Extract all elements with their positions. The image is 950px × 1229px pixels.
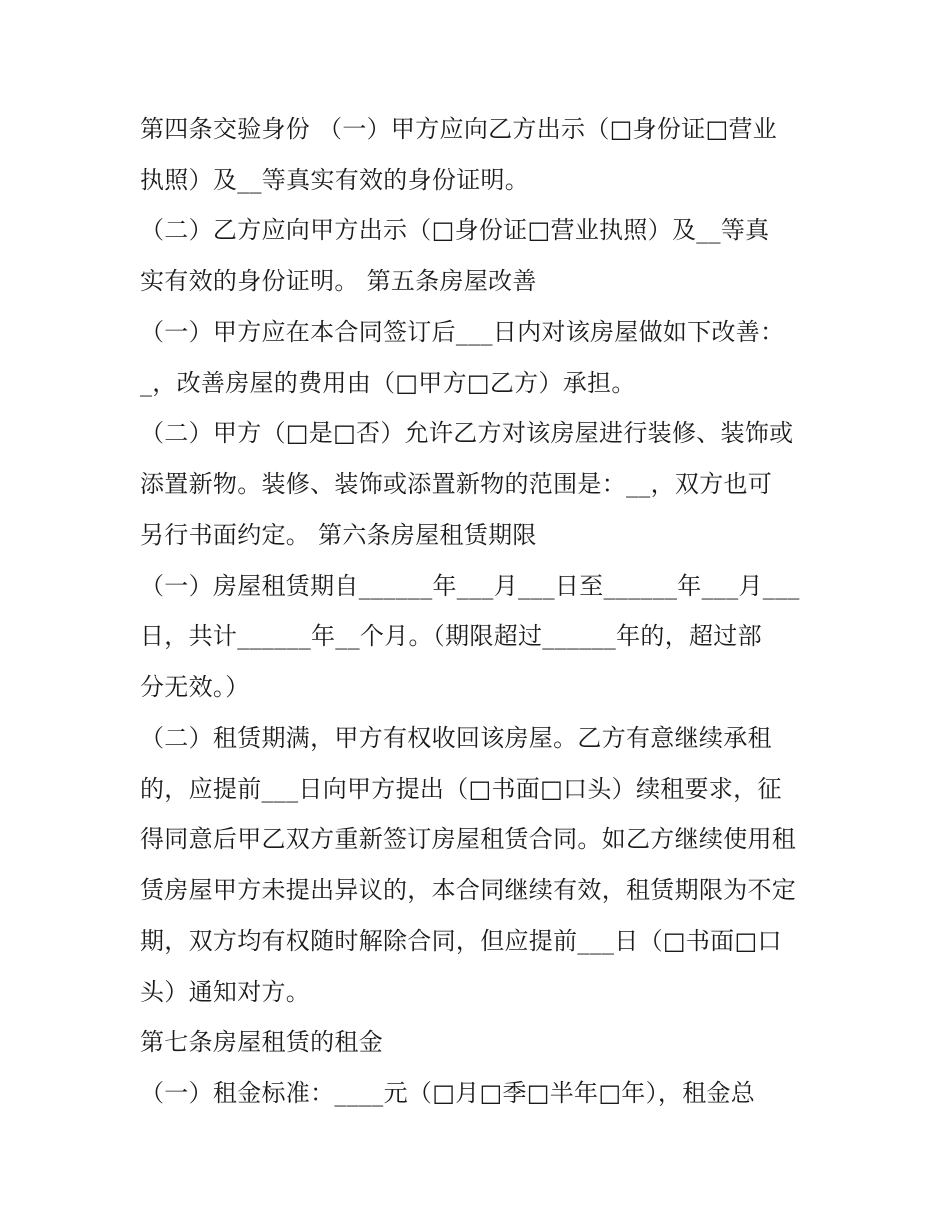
text-line: （一）房屋租赁期自______年___月___日至______年___月___ [140, 572, 800, 600]
text-line: （二）租赁期满，甲方有权收回该房屋。乙方有意继续承租 [140, 724, 772, 752]
text-line: （一）甲方应在本合同签订后___日内对该房屋做如下改善： [140, 318, 785, 346]
text-line: 添置新物。装修、装饰或添置新物的范围是：__，双方也可 [140, 470, 773, 498]
text-line: 第四条交验身份 （一）甲方应向乙方出示（□身份证□营业 [140, 115, 778, 143]
text-line: 期，双方均有权随时解除合同，但应提前___日（□书面□口 [140, 927, 782, 955]
text-line: 得同意后甲乙双方重新签订房屋租赁合同。如乙方继续使用租 [140, 825, 797, 853]
text-line: 另行书面约定。 第六条房屋租赁期限 [140, 521, 537, 549]
text-line: 分无效。） [140, 673, 250, 701]
text-line: 日，共计______年__个月。（期限超过______年的，超过部 [140, 622, 762, 650]
text-line: （一）租金标准：____元（□月□季□半年□年），租金总 [140, 1079, 756, 1107]
text-line: （二）乙方应向甲方出示（□身份证□营业执照）及__等真 [140, 216, 770, 244]
text-line: 头）通知对方。 [140, 978, 311, 1006]
text-line: 实有效的身份证明。 第五条房屋改善 [140, 267, 537, 295]
text-line: _，改善房屋的费用由（□甲方□乙方）承担。 [140, 369, 636, 397]
text-line: 执照）及__等真实有效的身份证明。 [140, 166, 530, 194]
text-line: （二）甲方（□是□否）允许乙方对该房屋进行装修、装饰或 [140, 419, 794, 447]
text-line: 的，应提前___日向甲方提出（□书面□口头）续租要求，征 [140, 775, 782, 803]
text-line: 赁房屋甲方未提出异议的，本合同继续有效，租赁期限为不定 [140, 876, 797, 904]
section-heading: 第七条房屋租赁的租金 [140, 1028, 383, 1056]
